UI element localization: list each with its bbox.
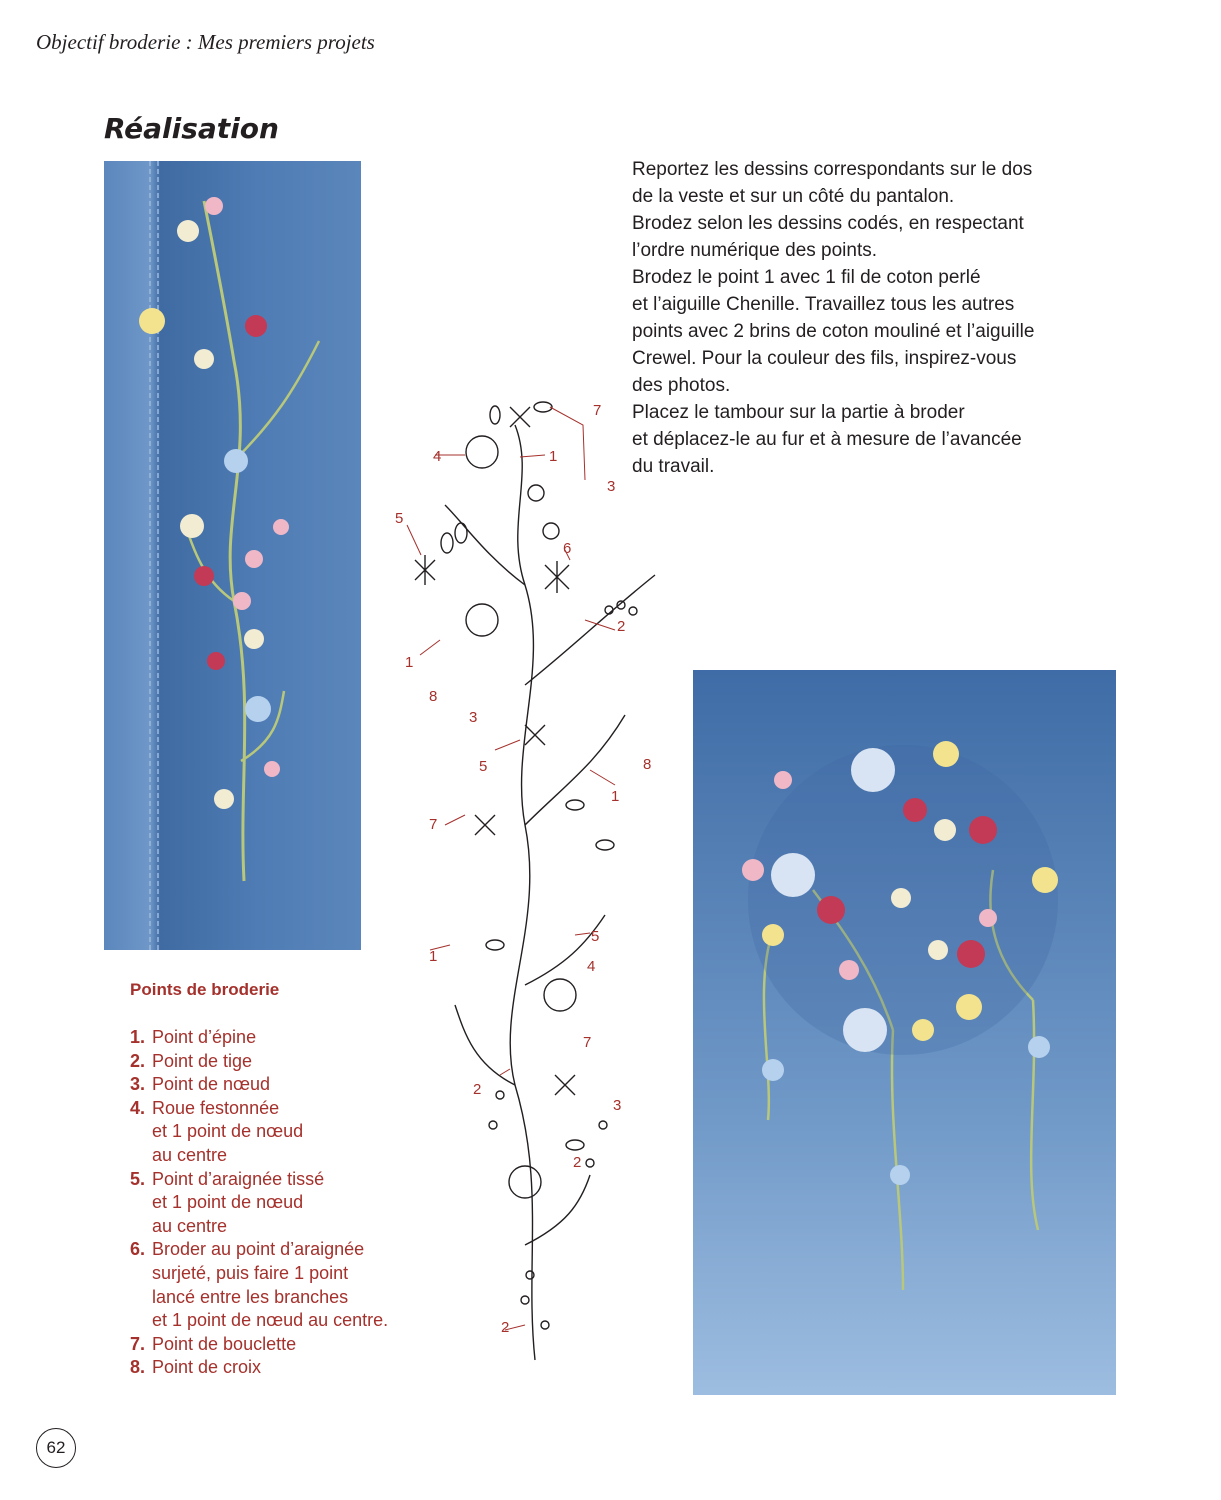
pattern-label: 5 <box>395 510 404 527</box>
pattern-label: 5 <box>591 928 600 945</box>
list-item <box>130 1073 460 1097</box>
running-head: Objectif broderie : Mes premiers projets <box>36 30 375 54</box>
list-item-number: 4. <box>130 1097 146 1118</box>
list-item-text: Roue festonnée et 1 point de nœud au centre <box>152 1097 304 1165</box>
list-item-text: Point de croix <box>152 1357 262 1378</box>
list-item <box>130 1333 460 1357</box>
pattern-label: 3 <box>613 1097 622 1114</box>
pattern-label: 2 <box>617 618 626 635</box>
stitch-list <box>130 1026 460 1380</box>
instructions-text: Reportez les dessins correspondants sur le dos de la veste et sur un côté du pantalon. Brodez selon les dessins codés, en respectant l’ordre numérique des points. Brodez le point 1 avec 1 fil de coton perlé et l’aiguille Chenille. Travaillez tous les autres points avec 2 brins de coton mouliné et l’aiguille Crewel. Pour la couleur des fils, inspirez-vous des photos. Placez le tambour sur la partie à broder et déplacez-le au fur et à mesure de l’avancée du travail. <box>632 159 1035 477</box>
section-title: Réalisation <box>104 112 279 145</box>
list-item <box>130 1356 460 1380</box>
list-item-text: Point de nœud <box>152 1074 271 1095</box>
pattern-label: 8 <box>643 756 652 773</box>
pattern-label: 1 <box>611 788 620 805</box>
pattern-label: 6 <box>563 540 572 557</box>
embroidery-photo-jeans <box>104 161 361 950</box>
list-item-number: 8. <box>130 1357 146 1378</box>
list-item <box>130 1238 460 1332</box>
list-item-text: Broder au point d’araignée surjeté, puis faire 1 point lancé entre les branches et 1 point de nœud au centre. <box>152 1239 389 1331</box>
pattern-label: 5 <box>479 758 488 775</box>
pattern-label: 2 <box>473 1081 482 1098</box>
list-item-number: 1. <box>130 1027 146 1047</box>
list-item-text: Point d’épine <box>152 1027 257 1047</box>
list-item-text: Point de bouclette <box>152 1333 297 1354</box>
list-item-number: 3. <box>130 1074 146 1095</box>
pattern-label: 2 <box>501 1319 510 1336</box>
pattern-label: 1 <box>429 948 438 965</box>
stitch-legend-title: Points de broderie <box>130 980 280 999</box>
list-item-text: Point d’araignée tissé et 1 point de nœud au centre <box>152 1168 325 1236</box>
list-item <box>130 1097 460 1168</box>
pattern-label: 3 <box>607 478 616 495</box>
pattern-label: 2 <box>573 1154 582 1171</box>
list-item <box>130 1168 460 1239</box>
list-item <box>130 1050 460 1074</box>
list-item-number: 2. <box>130 1050 146 1071</box>
list-item-number: 6. <box>130 1239 146 1260</box>
pattern-label: 8 <box>429 688 438 705</box>
stitch-legend <box>130 980 460 1380</box>
pattern-label: 1 <box>405 654 414 671</box>
list-item-number: 5. <box>130 1168 146 1189</box>
list-item-number: 7. <box>130 1333 146 1354</box>
embroidery-photo-jacket <box>693 670 1116 1395</box>
page-number: 62 <box>36 1428 76 1468</box>
list-item-text: Point de tige <box>152 1050 253 1071</box>
list-item <box>130 1026 460 1050</box>
pattern-label: 1 <box>549 448 558 465</box>
pattern-label: 3 <box>469 709 478 726</box>
pattern-label: 7 <box>429 816 438 833</box>
pattern-label: 4 <box>433 448 442 465</box>
pattern-label: 7 <box>583 1034 592 1051</box>
pattern-label: 4 <box>587 958 596 975</box>
pattern-label: 7 <box>593 402 602 419</box>
